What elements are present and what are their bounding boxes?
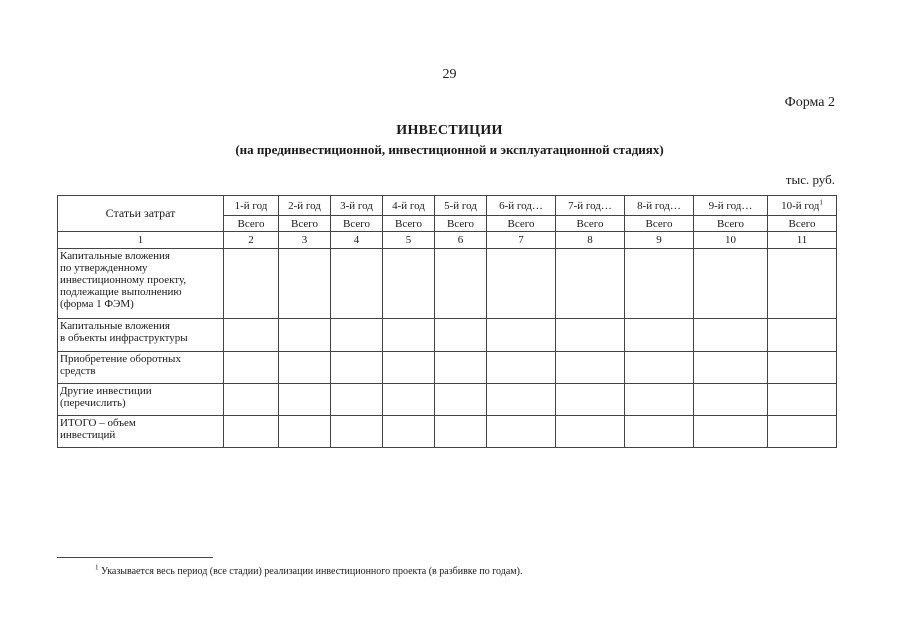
total-subheader: Всего [279,216,331,232]
table-cell [694,249,768,319]
table-cell [435,352,487,384]
row-label-line: по утвержденному [60,262,148,274]
year-header: 3-й год [331,196,383,216]
column-number: 3 [279,232,331,249]
table-cell [383,319,435,352]
table-cell [694,319,768,352]
column-number-row [58,232,837,249]
table-cell [694,416,768,448]
year-header: 8-й год… [625,196,694,216]
form-label: Форма 2 [784,95,835,110]
total-subheader: Всего [694,216,768,232]
table-cell [487,384,556,416]
table-cell [331,416,383,448]
table-cell [768,416,837,448]
row-label-working-capital [58,352,224,384]
year-header: 2-й год [279,196,331,216]
row-label-line: Другие инвестиции [60,385,152,397]
total-subheader: Всего [383,216,435,232]
table-cell [279,384,331,416]
total-subheader: Всего [331,216,383,232]
table-cell [383,384,435,416]
row-label-line: Капитальные вложения [60,250,170,262]
table-cell [383,352,435,384]
footnote-mark: 1 [95,563,99,572]
cost-items-header: Статьи затрат [58,196,224,232]
table-cell [383,249,435,319]
column-number: 5 [383,232,435,249]
year-header: 9-й год… [694,196,768,216]
total-subheader: Всего [487,216,556,232]
total-subheader: Всего [224,216,279,232]
table-cell [331,352,383,384]
table-cell [487,416,556,448]
table-cell [768,352,837,384]
table-cell [224,352,279,384]
year-header: 6-й год… [487,196,556,216]
row-label-line: подлежащие выполнению [60,286,182,298]
column-number: 9 [625,232,694,249]
row-label-infrastructure [58,319,224,352]
table-cell [487,249,556,319]
column-number: 7 [487,232,556,249]
footnote-text: Указывается весь период (все стадии) реализации инвестиционного проекта (в разбивке по годам). [101,566,523,577]
investments-table [57,195,837,448]
table-cell [625,319,694,352]
row-label-line: Приобретение оборотных [60,353,181,365]
table-cell [279,249,331,319]
column-number: 2 [224,232,279,249]
year-header-row [58,196,837,216]
table-cell [224,319,279,352]
table-cell [224,249,279,319]
table-row [58,319,837,352]
footnote-divider [57,557,213,558]
year-header: 4-й год [383,196,435,216]
row-label-line: Капитальные вложения [60,320,170,332]
row-label-line: (форма 1 ФЭМ) [60,298,134,310]
total-subheader: Всего [625,216,694,232]
column-number: 6 [435,232,487,249]
year-header: 7-й год… [556,196,625,216]
table-row [58,384,837,416]
table-cell [279,319,331,352]
document-title: ИНВЕСТИЦИИ [396,123,503,138]
table-cell [331,319,383,352]
table-cell [331,249,383,319]
table-row-total [58,416,837,448]
table-cell [556,384,625,416]
column-number: 1 [58,232,224,249]
table-cell [487,352,556,384]
year-header-text: 10-й год [781,199,820,212]
table-cell [556,352,625,384]
column-number: 10 [694,232,768,249]
table-cell [768,249,837,319]
year-header: 1-й год [224,196,279,216]
table-cell [435,384,487,416]
row-label-line: в объекты инфраструктуры [60,332,188,344]
table-cell [487,319,556,352]
row-label-line: ИТОГО – объем [60,417,136,429]
table-row [58,249,837,319]
table-cell [279,416,331,448]
table-cell [331,384,383,416]
table-cell [224,416,279,448]
table-cell [556,416,625,448]
table-cell [556,249,625,319]
table-cell [435,249,487,319]
column-number: 8 [556,232,625,249]
footnote-mark: 1 [819,197,823,206]
table-cell [768,319,837,352]
row-label-line: (перечислить) [60,397,126,409]
table-cell [279,352,331,384]
table-cell [694,384,768,416]
row-label-capital-investments [58,249,224,319]
table-cell [694,352,768,384]
table-cell [625,384,694,416]
table-cell [435,416,487,448]
table-cell [383,416,435,448]
document-subtitle: (на прединвестиционной, инвестиционной и эксплуатационной стадиях) [235,142,664,157]
footnote [95,563,523,577]
page-number: 29 [442,67,457,82]
total-subheader: Всего [435,216,487,232]
table-cell [556,319,625,352]
year-header: 5-й год [435,196,487,216]
row-label-line: инвестиционному проекту, [60,274,187,286]
table-cell [625,416,694,448]
table-cell [625,249,694,319]
row-label-other-investments [58,384,224,416]
table-row [58,352,837,384]
row-label-line: инвестиций [60,429,116,441]
year-header-last [768,196,837,216]
table-cell [435,319,487,352]
row-label-total [58,416,224,448]
total-subheader: Всего [556,216,625,232]
table-cell [625,352,694,384]
units-label: тыс. руб. [785,172,835,187]
column-number: 11 [768,232,837,249]
row-label-line: средств [60,365,96,377]
table-cell [224,384,279,416]
column-number: 4 [331,232,383,249]
table-cell [768,384,837,416]
total-subheader: Всего [768,216,837,232]
